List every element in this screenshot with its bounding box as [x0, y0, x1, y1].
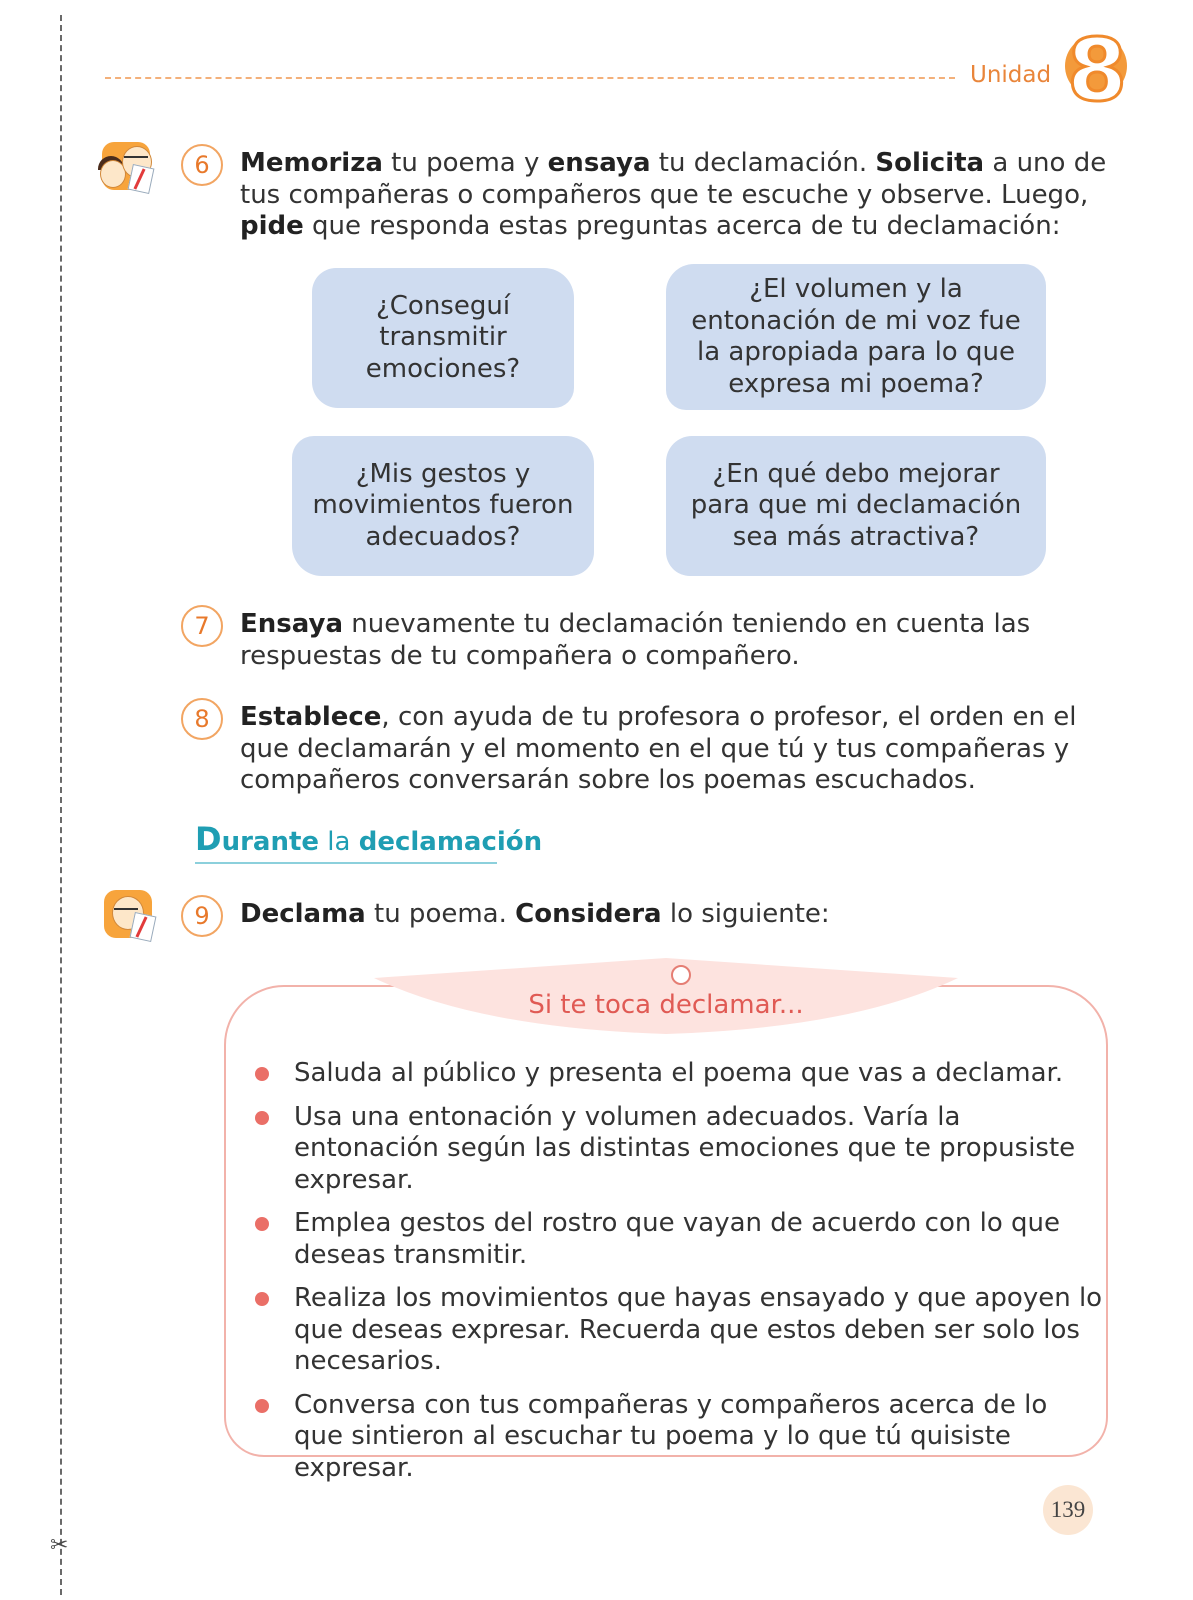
item-8-text: [240, 702, 1110, 797]
text-run: tu declamación.: [650, 148, 876, 178]
tip-text: Emplea gestos del rostro que vayan de acuerdo con lo que deseas transmitir.: [294, 1208, 1060, 1270]
item-7-text: [240, 609, 1110, 672]
emphasis-verb: Solicita: [875, 148, 985, 178]
item-number-7: 7: [181, 605, 223, 647]
item-9-text: [240, 899, 1110, 931]
text-run: nuevamente tu declamación teniendo en cuenta las respuestas de tu compañera o compañero.: [240, 609, 1031, 671]
unit-label: Unidad: [970, 62, 1052, 88]
emphasis-verb: Memoriza: [240, 148, 383, 178]
item-6-text: [240, 148, 1110, 243]
question-bubble-4: ¿En qué debo mejorar para que mi declamación sea más atractiva?: [666, 436, 1046, 576]
scissors-icon: ✂: [50, 1533, 69, 1558]
text-run: tu poema.: [365, 899, 516, 929]
unit-number: 8: [1067, 21, 1127, 121]
page-number: 139: [1043, 1485, 1093, 1535]
tip-text: Saluda al público y presenta el poema que vas a declamar.: [294, 1058, 1064, 1088]
tip-item: [253, 1208, 1103, 1271]
question-bubble-2: ¿El volumen y la entonación de mi voz fue la apropiada para lo que expresa mi poema?: [666, 264, 1046, 410]
text-run: tu poema y: [382, 148, 548, 178]
tip-item: [253, 1102, 1103, 1197]
text-run: , con ayuda de tu profesora o profesor, el orden en el que declamarán y el momento en el que tú y tus compañeras y compañeros conversarán sobre los poemas escuchados.: [240, 702, 1077, 795]
question-bubble-1: ¿Conseguí transmitir emociones?: [312, 268, 574, 408]
header-divider: [105, 77, 955, 79]
tip-text: Realiza los movimientos que hayas ensayado y que apoyen lo que deseas expresar. Recuerda que estos deben ser solo los necesarios.: [294, 1283, 1103, 1376]
text-run: lo siguiente:: [661, 899, 830, 929]
text-run: a uno de tus compañeras o compañeros que te escuche y observe. Luego,: [240, 148, 1107, 210]
tips-title: Si te toca declamar...: [528, 990, 804, 1020]
tip-text: Conversa con tus compañeras y compañeros acerca de lo que sintieron al escuchar tu poema y lo que tú quisiste expresar.: [294, 1389, 1048, 1483]
section-heading: [195, 820, 542, 858]
pair-work-icon: [98, 138, 152, 192]
item-number-8: 8: [181, 698, 223, 740]
emphasis-verb: Ensaya: [240, 609, 343, 639]
item-number-9: 9: [181, 895, 223, 937]
section-heading-middle: la: [319, 827, 359, 857]
question-bubble-3: ¿Mis gestos y movimientos fueron adecuados?: [292, 436, 594, 576]
individual-work-icon: [100, 886, 154, 940]
section-heading-initial: D: [195, 820, 222, 858]
tip-item: [253, 1390, 1103, 1485]
tips-list: [253, 1058, 1103, 1496]
emphasis-verb: ensaya: [547, 148, 651, 178]
item-number-6: 6: [181, 144, 223, 186]
text-run: que responda estas preguntas acerca de tu declamación:: [303, 211, 1061, 241]
tip-text: Usa una entonación y volumen adecuados. Varía la entonación según las distintas emociones que te propusiste expresar.: [294, 1101, 1076, 1195]
section-underline: [195, 862, 497, 864]
tip-item: [253, 1058, 1103, 1090]
emphasis-verb: Considera: [515, 899, 662, 929]
section-heading-word1: urante: [221, 827, 320, 857]
cut-line: [60, 15, 62, 1595]
emphasis-verb: pide: [240, 211, 304, 241]
emphasis-verb: Declama: [240, 899, 366, 929]
section-heading-word3: declamación: [358, 827, 543, 857]
tip-item: [253, 1283, 1103, 1378]
emphasis-verb: Establece: [240, 702, 382, 732]
